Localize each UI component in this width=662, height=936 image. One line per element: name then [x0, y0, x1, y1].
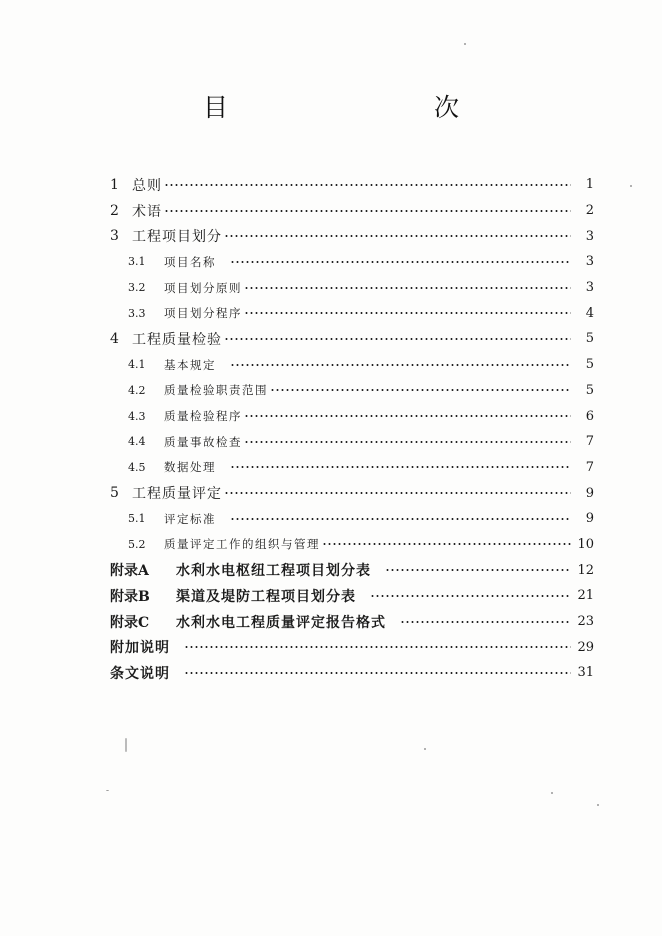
toc-entry-page-number: 3 — [585, 254, 594, 270]
toc-entry-label: 评定标准 — [164, 511, 216, 526]
scan-speck — [597, 804, 599, 806]
toc-entry — [110, 557, 594, 583]
toc-entry-number: 1 — [110, 176, 119, 193]
dot-leader — [224, 338, 571, 340]
toc-entry-page-number: 9 — [585, 511, 594, 527]
toc-entry-page-number: 5 — [585, 382, 594, 398]
toc-entry-label: 条文说明 — [110, 665, 170, 682]
toc-entry-page-number: 10 — [577, 536, 594, 552]
dot-leader — [244, 287, 571, 289]
toc-entry-page-number: 7 — [585, 434, 594, 450]
dot-leader — [184, 672, 571, 674]
toc-entry — [110, 583, 594, 609]
dot-leader — [224, 492, 571, 494]
dot-leader — [400, 621, 571, 623]
toc-entry — [110, 378, 594, 404]
toc-entry-page-number: 5 — [585, 357, 594, 373]
toc-entry — [110, 660, 594, 686]
toc-entry — [110, 609, 594, 635]
toc-entry — [110, 455, 594, 481]
dot-leader — [244, 441, 571, 443]
toc-entry-page-number: 3 — [585, 228, 594, 244]
toc-entry-label: 渠道及堤防工程项目划分表 — [176, 588, 356, 605]
toc-entry — [110, 326, 594, 352]
toc-entry-page-number: 4 — [585, 305, 594, 321]
toc-entry-label: 水利水电枢纽工程项目划分表 — [176, 563, 371, 580]
toc-entry-label: 附加说明 — [110, 640, 170, 657]
toc-entry-number: 4.3 — [128, 409, 146, 423]
toc-entry — [110, 352, 594, 378]
dot-leader — [244, 312, 571, 314]
toc-entry-label: 质量事故检查 — [164, 434, 242, 449]
toc-entry-label: 质量检验职责范围 — [164, 383, 268, 398]
dot-leader — [224, 235, 571, 237]
toc-entry-number: 附录A — [110, 563, 149, 580]
toc-entry-label: 质量检验程序 — [164, 409, 242, 424]
dot-leader — [164, 184, 571, 186]
dot-leader — [230, 518, 571, 520]
toc-entry-page-number: 23 — [577, 614, 594, 630]
toc-entry — [110, 480, 594, 506]
toc-entry-label: 项目名称 — [164, 254, 216, 269]
toc-entry-page-number: 3 — [585, 280, 594, 296]
toc-entry-number: 3.3 — [128, 306, 146, 320]
scan-speck — [106, 790, 109, 791]
toc-entry-label: 水利水电工程质量评定报告格式 — [176, 614, 386, 631]
toc-entry-label: 工程质量检验 — [132, 331, 222, 348]
dot-leader — [270, 389, 571, 391]
page-title: 目 次 — [202, 93, 511, 122]
toc-entry-page-number: 9 — [585, 485, 594, 501]
toc-entry — [110, 506, 594, 532]
toc-entry-number: 3 — [110, 228, 119, 245]
toc-entry-label: 项目划分原则 — [164, 280, 242, 295]
toc-entry-number: 附录B — [110, 588, 150, 605]
toc-entry-number: 4.5 — [128, 460, 146, 474]
toc-entry-label: 工程质量评定 — [132, 486, 222, 503]
toc-entry — [110, 634, 594, 660]
toc-entry-label: 工程项目划分 — [132, 229, 222, 246]
scan-speck — [630, 185, 632, 187]
dot-leader — [230, 364, 571, 366]
toc-entry-page-number: 6 — [585, 408, 594, 424]
toc-entry-number: 4.4 — [128, 435, 146, 449]
toc-entry-label: 项目划分程序 — [164, 306, 242, 321]
toc-entry-page-number: 1 — [585, 177, 594, 193]
toc-entry-label: 术语 — [132, 203, 162, 220]
toc-entry-number: 附录C — [110, 614, 150, 631]
scan-speck — [464, 43, 466, 45]
toc-entry — [110, 223, 594, 249]
toc-entry — [110, 172, 594, 198]
table-of-contents — [110, 172, 594, 686]
toc-entry-number: 4.2 — [128, 383, 146, 397]
dot-leader — [370, 595, 571, 597]
toc-entry-number: 5.1 — [128, 512, 146, 526]
toc-entry — [110, 275, 594, 301]
dot-leader — [244, 415, 571, 417]
toc-entry-page-number: 5 — [585, 331, 594, 347]
toc-entry-page-number: 31 — [577, 665, 594, 681]
toc-entry — [110, 300, 594, 326]
toc-entry-page-number: 12 — [577, 562, 594, 578]
toc-entry-label: 质量评定工作的组织与管理 — [164, 537, 320, 552]
toc-entry-number: 4.1 — [128, 358, 146, 372]
toc-entry-label: 基本规定 — [164, 357, 216, 372]
toc-entry-number: 3.1 — [128, 255, 146, 269]
toc-entry-page-number: 7 — [585, 459, 594, 475]
toc-entry-label: 数据处理 — [164, 460, 216, 475]
dot-leader — [164, 210, 571, 212]
toc-entry — [110, 403, 594, 429]
dot-leader — [230, 466, 571, 468]
dot-leader — [184, 646, 571, 648]
toc-entry — [110, 429, 594, 455]
dot-leader — [230, 261, 571, 263]
toc-entry-number: 5 — [110, 485, 119, 502]
toc-entry-number: 5.2 — [128, 537, 146, 551]
scan-speck — [424, 748, 426, 750]
toc-entry-page-number: 2 — [585, 203, 594, 219]
toc-entry-number: 3.2 — [128, 281, 146, 295]
toc-entry-label: 总则 — [132, 177, 162, 194]
toc-entry-page-number: 29 — [577, 639, 594, 655]
toc-entry — [110, 249, 594, 275]
toc-entry-number: 4 — [110, 330, 119, 347]
dot-leader — [385, 569, 571, 571]
scan-speck — [125, 738, 127, 752]
toc-entry — [110, 198, 594, 224]
toc-entry — [110, 532, 594, 558]
dot-leader — [322, 543, 571, 545]
toc-entry-number: 2 — [110, 202, 119, 219]
scan-speck — [551, 792, 553, 794]
toc-entry-page-number: 21 — [577, 588, 594, 604]
